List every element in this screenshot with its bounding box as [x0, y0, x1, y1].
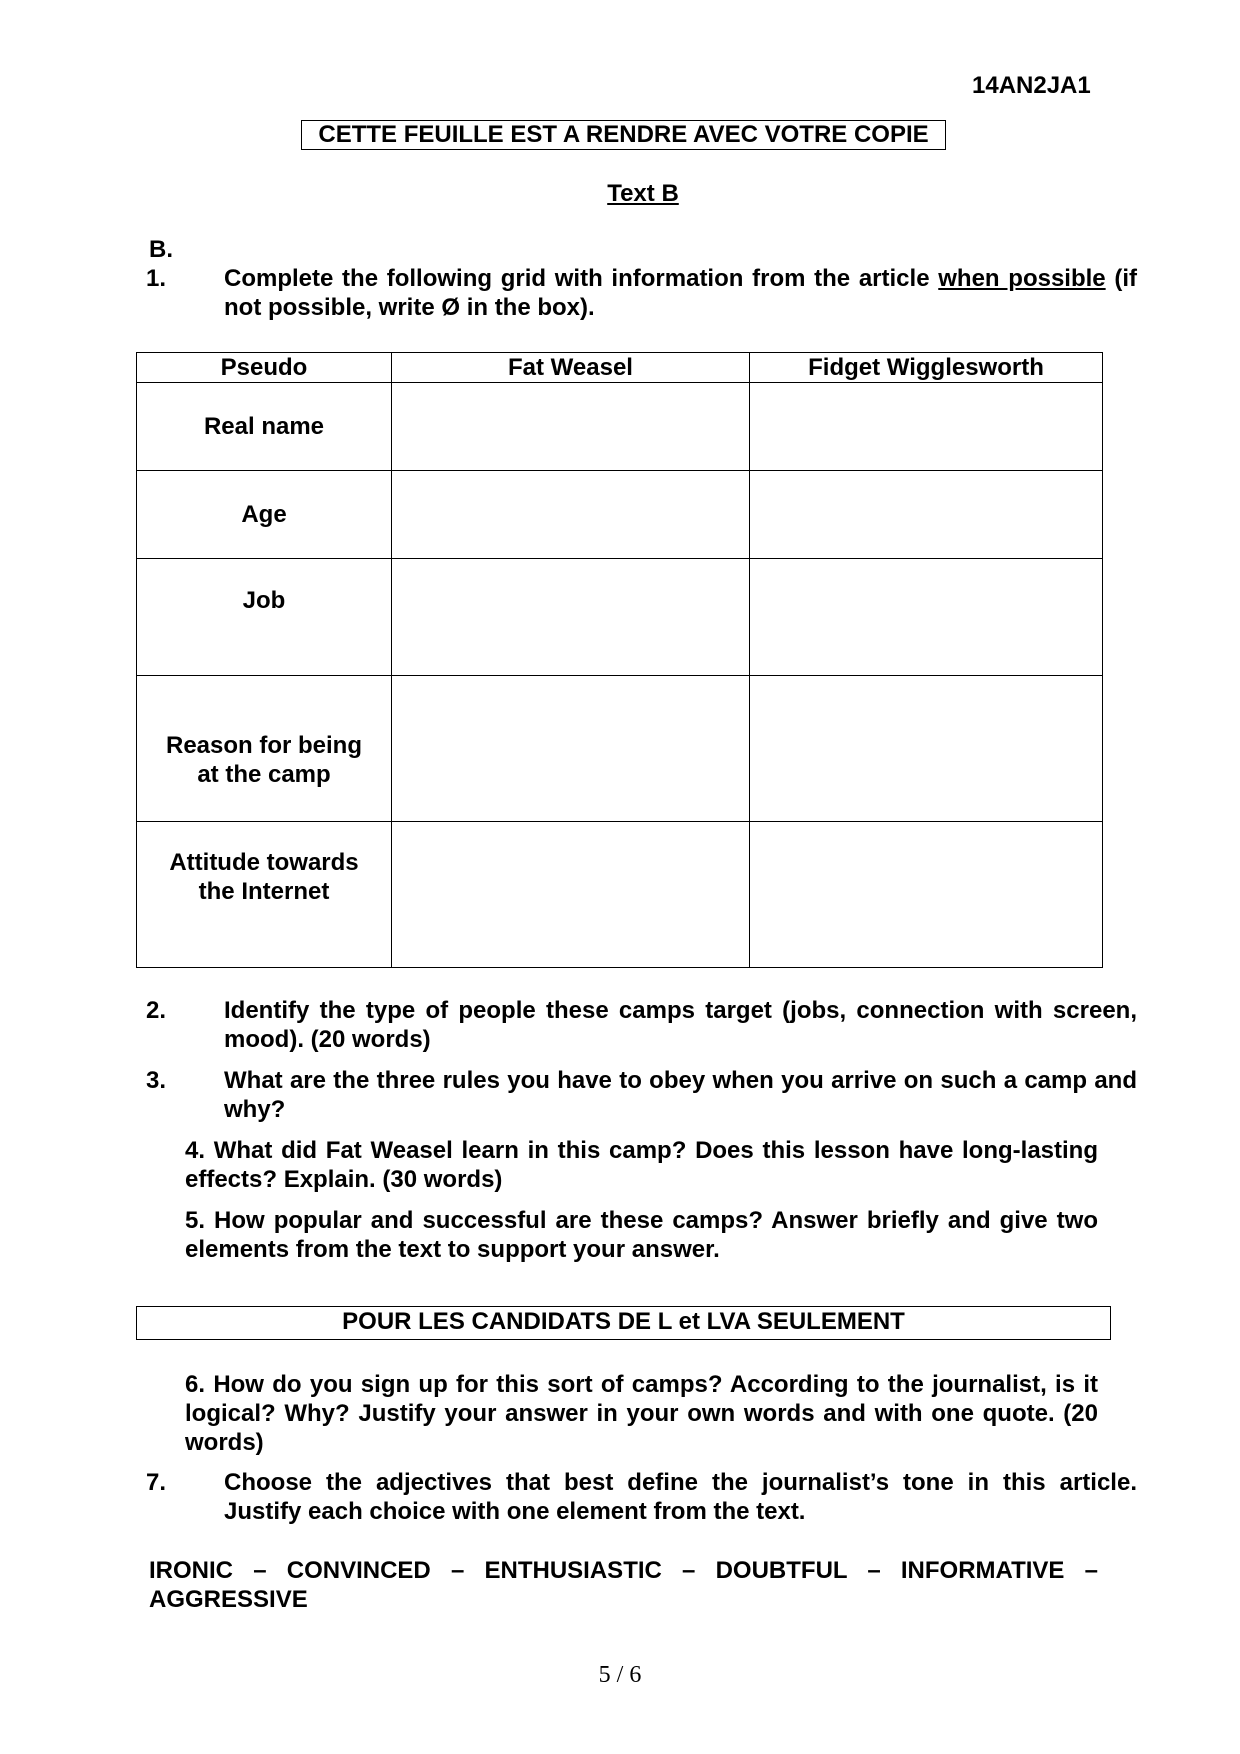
question-2-number: 2. — [146, 997, 167, 1024]
grid-row-label: Job — [137, 559, 392, 676]
grid-cell-fidget[interactable] — [750, 676, 1103, 822]
question-1-underlined: when possible — [938, 265, 1106, 292]
grid-row-attitude — [137, 822, 1103, 968]
grid-row-label: Real name — [137, 383, 392, 471]
question-2-text: Identify the type of people these camps target (jobs, connection with screen, mood). (20 words) — [224, 997, 1137, 1053]
question-7 — [146, 1468, 1137, 1526]
grid-cell-fat-weasel[interactable] — [392, 559, 750, 676]
grid-row-label: Reason for being at the camp — [137, 676, 392, 822]
question-7-number: 7. — [146, 1469, 167, 1496]
lva-only-box: POUR LES CANDIDATS DE L et LVA SEULEMENT — [136, 1306, 1111, 1340]
page-title: Text B — [607, 180, 679, 207]
page-number: 5 / 6 — [598, 1662, 642, 1688]
answer-grid — [136, 352, 1103, 968]
grid-header-fat-weasel: Fat Weasel — [392, 353, 750, 383]
question-5-number: 5. — [185, 1207, 206, 1234]
adjective-list: IRONIC – CONVINCED – ENTHUSIASTIC – DOUBTFUL – INFORMATIVE – AGGRESSIVE — [149, 1557, 1098, 1613]
grid-cell-fat-weasel[interactable] — [392, 471, 750, 559]
question-1-text-a: Complete the following grid with information from the article — [224, 265, 939, 292]
question-5-text: How popular and successful are these camps? Answer briefly and give two elements from the text to support your answer. — [185, 1207, 1098, 1263]
question-3 — [146, 1066, 1137, 1124]
document-code: 14AN2JA1 — [972, 72, 1091, 99]
question-4-number: 4. — [185, 1137, 206, 1164]
grid-row-label: Age — [137, 471, 392, 559]
grid-cell-fidget[interactable] — [750, 471, 1103, 559]
grid-row-real-name — [137, 383, 1103, 471]
grid-cell-fidget[interactable] — [750, 559, 1103, 676]
question-6 — [185, 1370, 1098, 1457]
grid-row-reason — [137, 676, 1103, 822]
question-5 — [185, 1206, 1098, 1264]
question-3-text: What are the three rules you have to obey when you arrive on such a camp and why? — [224, 1067, 1137, 1123]
question-2 — [146, 996, 1137, 1054]
grid-header-fidget-wigglesworth: Fidget Wigglesworth — [750, 353, 1103, 383]
question-6-text: How do you sign up for this sort of camps? According to the journalist, is it logical? Why? Justify your answer in your own words and with one quote. (20 words) — [185, 1371, 1098, 1456]
question-1-text-b: (if not possible, write Ø in the box). — [224, 265, 1137, 321]
grid-cell-fat-weasel[interactable] — [392, 822, 750, 968]
grid-header-pseudo: Pseudo — [137, 353, 392, 383]
grid-row-job — [137, 559, 1103, 676]
grid-cell-fidget[interactable] — [750, 383, 1103, 471]
question-6-number: 6. — [185, 1371, 206, 1398]
question-1 — [146, 264, 1137, 322]
section-label: B. — [149, 236, 173, 263]
return-notice-box: CETTE FEUILLE EST A RENDRE AVEC VOTRE COPIE — [301, 120, 946, 150]
grid-header-row — [137, 353, 1103, 383]
grid-row-age — [137, 471, 1103, 559]
question-4-text: What did Fat Weasel learn in this camp? Does this lesson have long-lasting effects? Explain. (30 words) — [185, 1137, 1098, 1193]
question-7-text: Choose the adjectives that best define the journalist’s tone in this article. Justify each choice with one element from the text. — [224, 1469, 1137, 1525]
grid-cell-fat-weasel[interactable] — [392, 676, 750, 822]
grid-row-label: Attitude towards the Internet — [137, 822, 392, 968]
grid-cell-fat-weasel[interactable] — [392, 383, 750, 471]
question-1-number: 1. — [146, 265, 167, 292]
question-3-number: 3. — [146, 1067, 167, 1094]
question-4 — [185, 1136, 1098, 1194]
grid-cell-fidget[interactable] — [750, 822, 1103, 968]
